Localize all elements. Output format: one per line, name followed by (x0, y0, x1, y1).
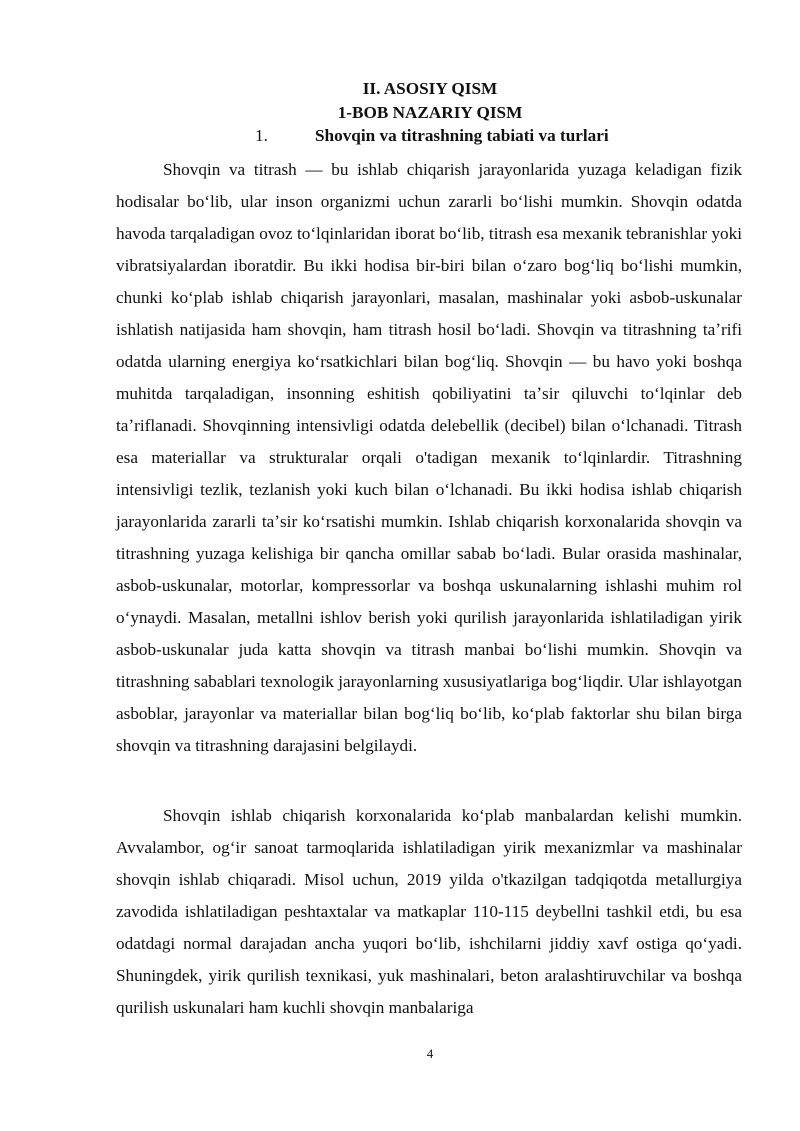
section-number: 1. (255, 126, 268, 145)
body-paragraph: Shovqin ishlab chiqarish korxonalarida koʻplab manbalardan kelishi mumkin. Avvalambor, ogʻir sanoat tarmoqlarida ishlatiladigan yirik mexanizmlar va mashinalar shovqin ishlab chiqaradi. Misol uchun, 2019 yilda o'tkazilgan tadqiqotda metallurgiya zavodida ishlatiladigan peshtaxtalar va matkaplar 110-115 deybellni tashkil etdi, bu esa odatdagi normal darajadan ancha yuqori boʻlib, ishchilarni jiddiy xavf ostiga qoʻyadi. Shuningdek, yirik qurilish texnikasi, yuk mashinalari, beton aralashtiruvchilar va boshqa qurilish uskunalari ham kuchli shovqin manbalariga (116, 806, 742, 1017)
chapter-heading: 1-BOB NAZARIY QISM (337, 103, 523, 122)
page-number: 4 (426, 1046, 434, 1061)
section-title: Shovqin va titrashning tabiati va turlari (315, 126, 609, 145)
body-paragraph: Shovqin va titrash — bu ishlab chiqarish jarayonlarida yuzaga keladigan fizik hodisalar boʻlib, ular inson organizmi uchun zararli boʻlishi mumkin. Shovqin odatda havoda tarqaladigan ovoz toʻlqinlaridan iborat boʻlib, titrash esa mexanik tebranishlar yoki vibratsiyalardan iboratdir. Bu ikki hodisa bir-biri bilan oʻzaro bogʻliq boʻlishi mumkin, chunki koʻplab ishlab chiqarish jarayonlari, masalan, mashinalar yoki asbob-uskunalar ishlatish natijasida ham shovqin, ham titrash hosil boʻladi. Shovqin va titrashning taʼrifi odatda ularning energiya koʻrsatkichlari bilan bogʻliq. Shovqin — bu havo yoki boshqa muhitda tarqaladigan, insonning eshitish qobiliyatini taʼsir qiluvchi toʻlqinlar deb taʼriflanadi. Shovqinning intensivligi odatda delebellik (decibel) bilan oʻlchanadi. Titrash esa materiallar va strukturalar orqali o'tadigan mexanik toʻlqinlardir. Titrashning intensivligi tezlik, tezlanish yoki kuch bilan oʻlchanadi. Bu ikki hodisa ishlab chiqarish jarayonlarida zararli taʼsir koʻrsatishi mumkin. Ishlab chiqarish korxonalarida shovqin va titrashning yuzaga kelishiga bir qancha omillar sabab boʻladi. Bular orasida mashinalar, asbob-uskunalar, motorlar, kompressorlar va boshqa uskunalarning ishlashi muhim rol oʻynaydi. Masalan, metallni ishlov berish yoki qurilish jarayonlarida ishlatiladigan yirik asbob-uskunalar juda katta shovqin va titrash manbai boʻlishi mumkin. Shovqin va titrashning sabablari texnologik jarayonlarning xususiyatlariga bogʻliqdir. Ular ishlayotgan asboblar, jarayonlar va materiallar bilan bogʻliq boʻlib, koʻplab faktorlar shu bilan birga shovqin va titrashning darajasini belgilaydi. (116, 160, 742, 755)
main-heading: II. ASOSIY QISM (362, 79, 498, 98)
